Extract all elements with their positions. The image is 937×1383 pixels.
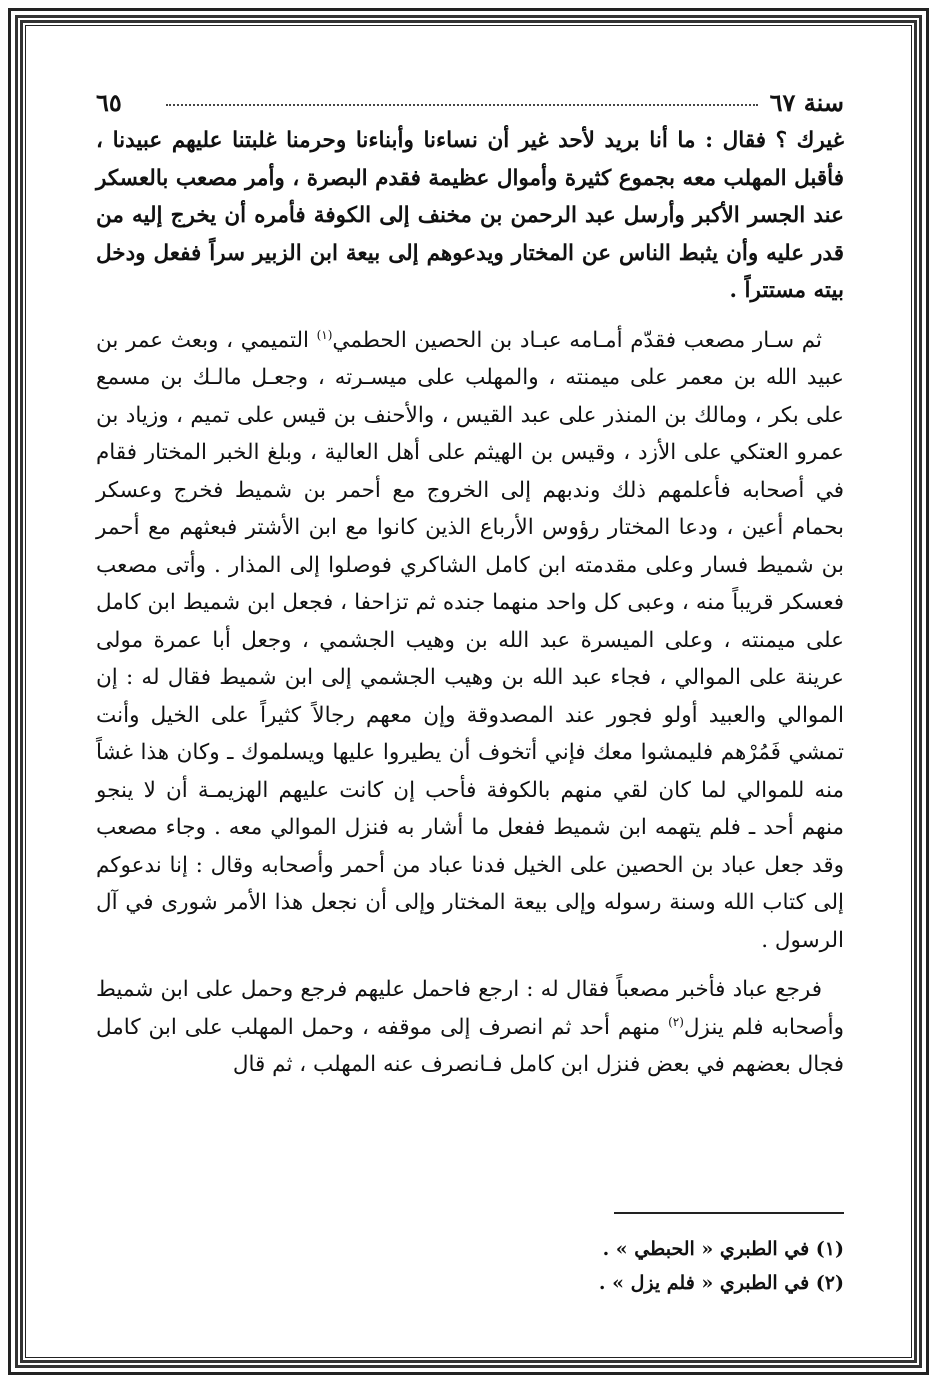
footnote-divider: [614, 1212, 844, 1214]
paragraph-1: [96, 122, 844, 310]
footnote-ref-2: (٢): [668, 1014, 684, 1029]
header-dotted-leader: [166, 104, 758, 106]
paragraph-3-text-start: فرجع عباد فأخبر مصعباً فقال له : ارجع فاحمل عليهم فرجع وحمل على ابن شميط وأصحابه فلم ينزل: [96, 977, 844, 1040]
footnote-ref-1: (١): [316, 327, 333, 342]
footnote-2: (٢) في الطبري « فلم يزل » .: [598, 1272, 844, 1294]
paragraph-3-text-end: منهم أحد ثم انصرف إلى موقفه ، وحمل المهلب على ابن كامل فجال بعضهم في بعض فنزل ابن كامل فـانصرف عنه المهلب ، ثم قال: [96, 1014, 844, 1077]
paragraph-3: [96, 971, 844, 1084]
paragraph-2-text-end: التميمي ، وبعث عمر بن عبيد الله بن معمر على ميمنته ، والمهلب على ميسـرته ، وجعـل مالـك بن مسمع على بكر ، ومالك بن المنذر على عبد القيس ، والأحنف بن قيس على تميم ، وزياد بن عمرو العتكي على الأزد ، وقيس بن الهيثم على أهل العالية ، وبلغ الخبر المختار فقام في أصحابه فأعلمهم ذلك وندبهم إلى الخروج مع أحمر بن شميط فخرج وعسكر بحمام أعين ، ودعا المختار رؤوس الأرباع الذين كانوا مع ابن الأشتر فبعثهم مع أحمر بن شميط فسار وعلى مقدمته ابن كامل الشاكري فوصلوا إلى المذار . وأتى مصعب فعسكر قريباً منه ، وعبى كل واحد منهما جنده ثم تزاحفا ، فجعل ابن شميط ابن كامل على ميمنته ، وعلى الميسرة عبد الله بن وهيب الجشمي ، وجعل أبا عمرة مولى عرينة على الموالي ، فجاء عبد الله بن وهيب الجشمي إلى ابن شميط فقال له : إن الموالي والعبيد أولو فجور عند المصدوقة وإن معهم رجالاً كثيراً على الخيل وأنت تمشي فَمُرْهم فليمشوا معك فإني أتخوف أن يطيروا عليها ويسلموك ـ وكان هذا غشاً منه للموالي لما كان لقي منهم بالكوفة فأحب إن كانت عليهم الهزيمـة أن لا ينجو منهم أحد ـ فلم يتهمه ابن شميط ففعل ما أشار به فنزل الموالي معه . وجاء مصعب وقد جعل عباد بن الحصين على الخيل فدنا عباد من أحمر وأصحابه وقال : إنا ندعوكم إلى كتاب الله وسنة رسوله وإلى بيعة المختار وإلى أن نجعل هذا الأمر شورى في آل الرسول .: [96, 327, 844, 953]
running-header: [96, 82, 844, 122]
footnotes: [96, 1232, 844, 1300]
paragraph-2-text-start: ثم سـار مصعب فقدّم أمـامه عبـاد بن الحصين الحطمي: [332, 327, 822, 353]
page-number: ٦٥: [96, 88, 122, 117]
footnote-1: (١) في الطبري « الحبطي » .: [602, 1238, 844, 1260]
paragraph-2: [96, 322, 844, 960]
header-year: سنة ٦٧: [769, 88, 844, 117]
page-content: [96, 82, 844, 1294]
paragraph-1-text: غيرك ؟ فقال : ما أنا بريد لأحد غير أن نساءنا وأبناءنا وحرمنا غلبتنا عليهم عبيدنا ، فأقبل المهلب معه بجموع كثيرة وأموال عظيمة فقدم البصرة ، وأمر مصعب بالعسكر عند الجسر الأكبر وأرسل عبد الرحمن بن مخنف إلى الكوفة فأمره أن يخرج إليه من قدر عليه وأن يثبط الناس عن المختار ويدعوهم إلى بيعة ابن الزبير سراً ففعل ودخل بيته مستتراً .: [96, 128, 844, 303]
